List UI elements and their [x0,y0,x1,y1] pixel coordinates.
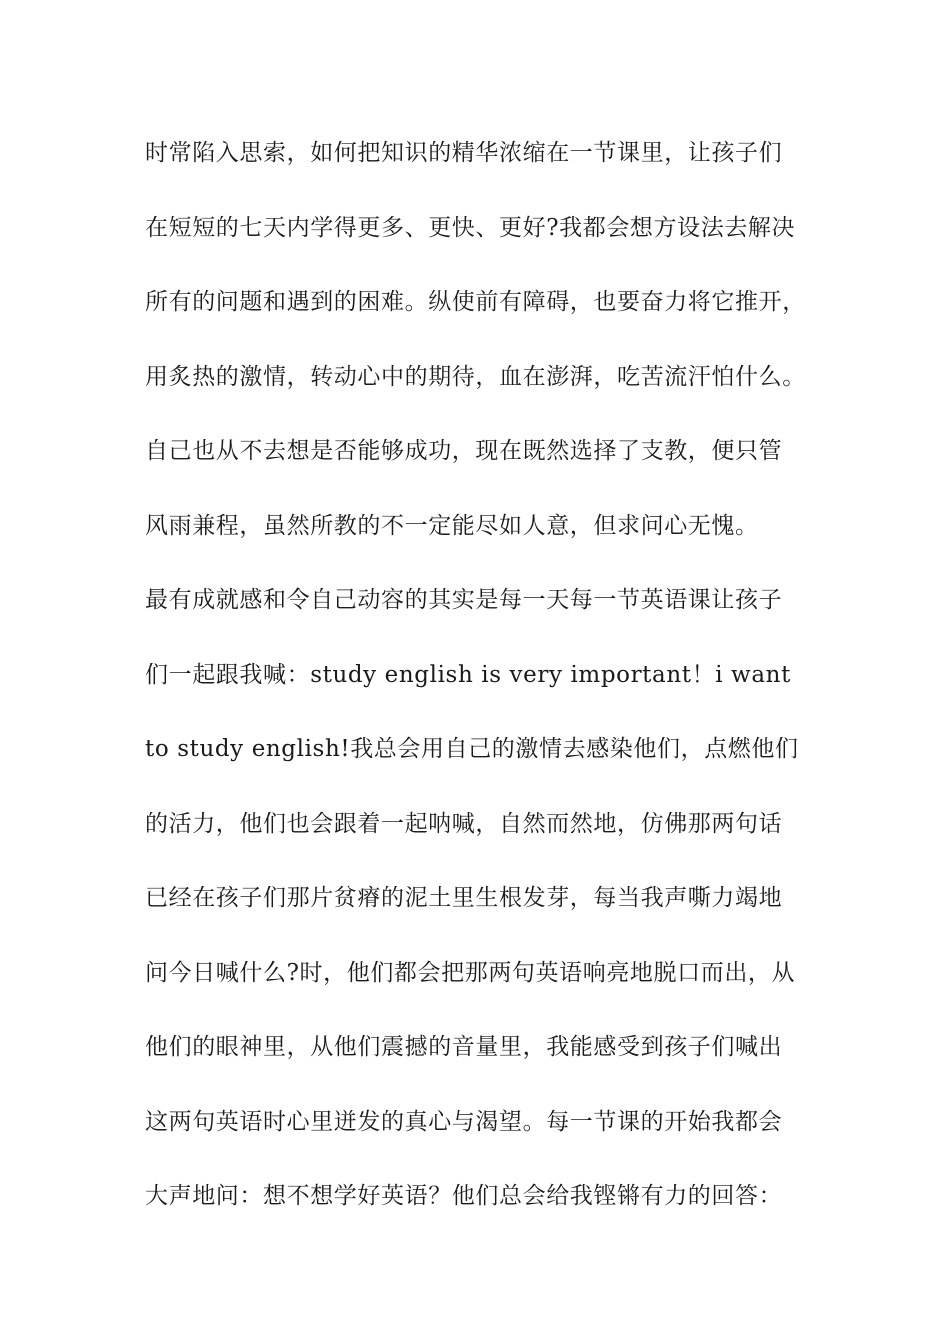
text-line: 风雨兼程，虽然所教的不一定能尽如人意，但求问心无愧。 [145,512,759,539]
text-line: 他们的眼神里，从他们震撼的音量里，我能感受到孩子们喊出 [145,1034,783,1060]
body-text [145,131,845,1249]
text-line: 们一起跟我喊：study english is very important！i want [145,661,791,688]
text-line: 已经在孩子们那片贫瘠的泥土里生根发芽，每当我声嘶力竭地 [145,885,783,911]
text-line: 用炙热的激情，转动心中的期待，血在澎湃，吃苦流汗怕什么。 [145,363,806,390]
text-line: 大声地问：想不想学好英语？他们总会给我铿锵有力的回答： [145,1183,783,1209]
text-line: 在短短的七天内学得更多、更快、更好?我都会想方设法去解决 [145,214,796,241]
text-line: 自己也从不去想是否能够成功，现在既然选择了支教，便只管 [145,438,783,464]
text-line: 的活力，他们也会跟着一起呐喊，自然而然地，仿佛那两句话 [145,810,783,837]
text-line: to study english!我总会用自己的激情去感染他们，点燃他们 [145,736,799,762]
text-line: 所有的问题和遇到的困难。纵使前有障碍，也要奋力将它推开， [145,289,806,315]
text-line: 问今日喊什么?时，他们都会把那两句英语响亮地脱口而出，从 [145,959,796,986]
text-line: 时常陷入思索，如何把知识的精华浓缩在一节课里，让孩子们 [145,140,783,166]
text-line: 这两句英语时心里迸发的真心与渴望。每一节课的开始我都会 [145,1108,783,1135]
text-line: 最有成就感和令自己动容的其实是每一天每一节英语课让孩子 [145,587,783,613]
